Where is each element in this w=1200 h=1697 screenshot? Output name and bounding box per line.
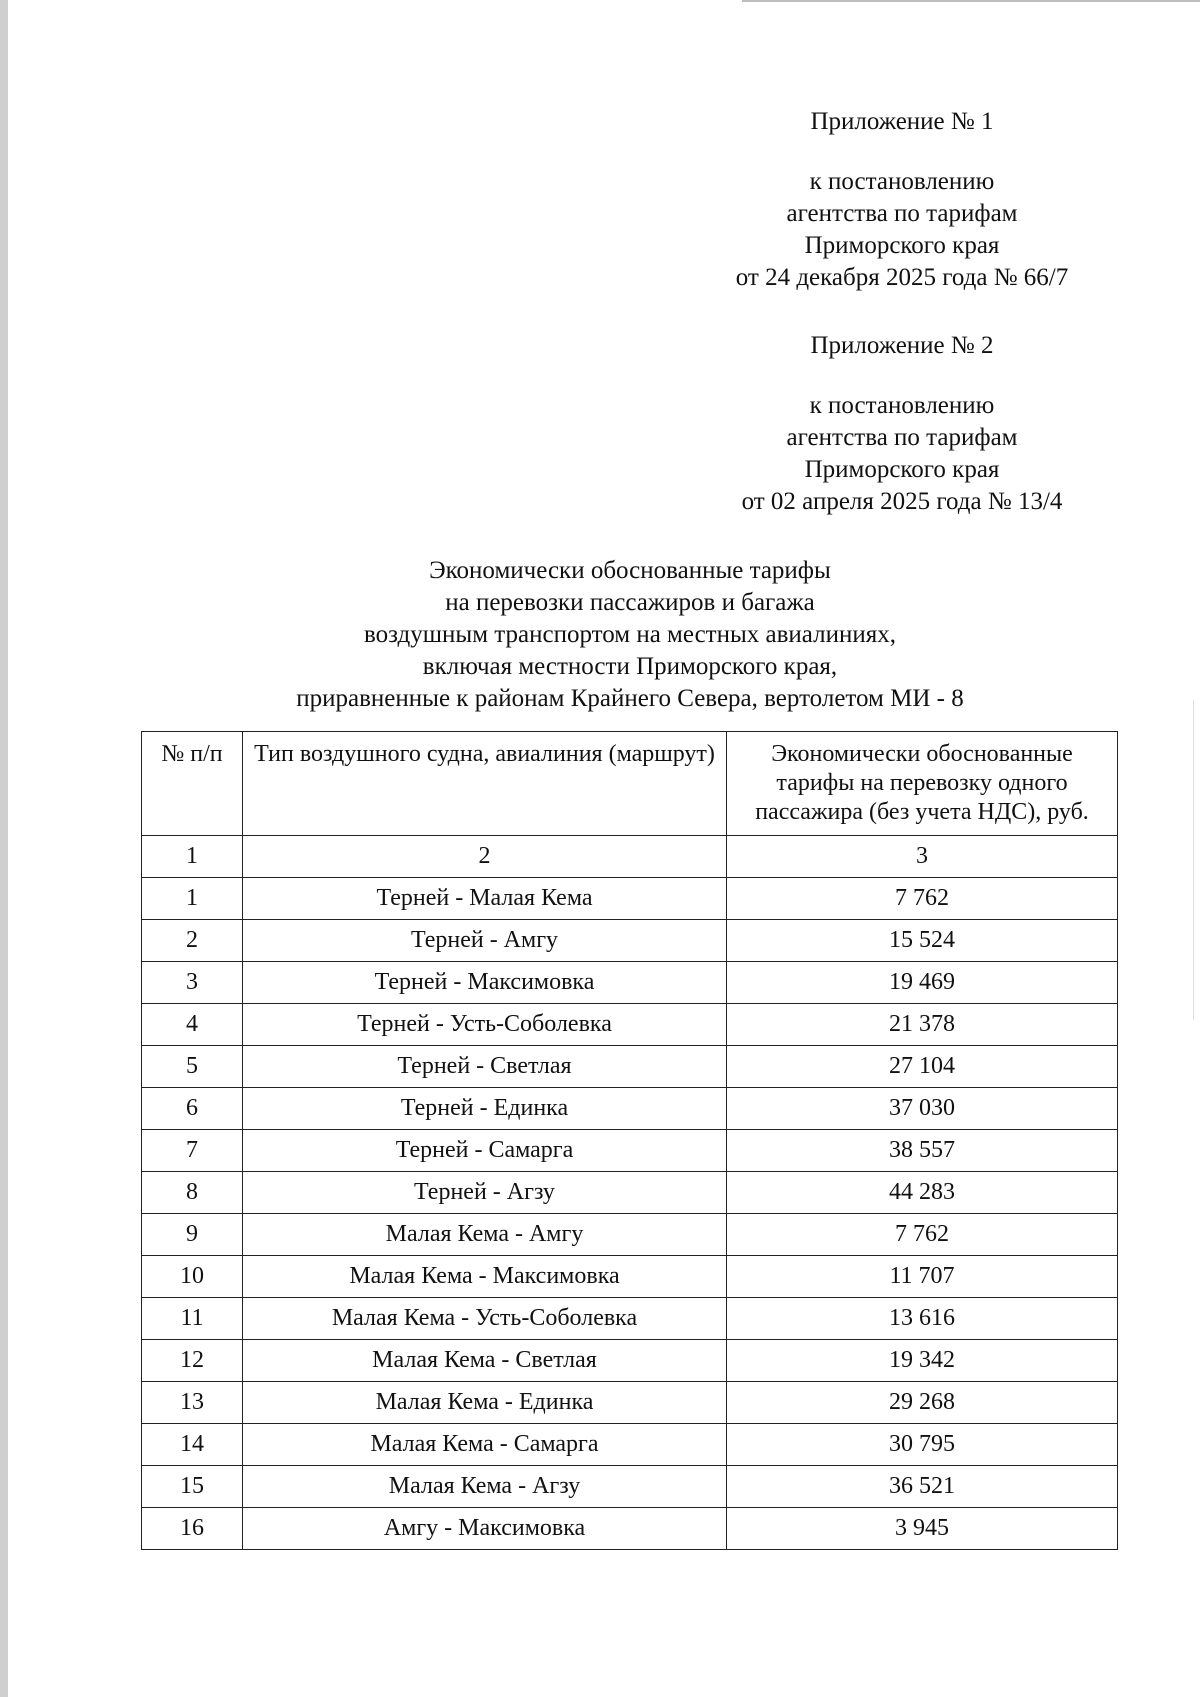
cell-route: Малая Кема - Максимовка [243,1256,727,1298]
appendix-2-block [687,330,1117,518]
header-tariff: Экономически обоснованные тарифы на перевозку одного пассажира (без учета НДС), руб. [727,732,1118,836]
cell-route: Терней - Амгу [243,920,727,962]
table-row [142,1004,1118,1046]
cell-tariff: 7 762 [727,1214,1118,1256]
table-row [142,1172,1118,1214]
cell-number: 2 [142,920,243,962]
table-row [142,1256,1118,1298]
appendix-2-title: Приложение № 2 [810,332,994,359]
cell-tariff: 19 469 [727,962,1118,1004]
document-title-line: Экономически обоснованные тарифы [429,557,831,584]
header-route: Тип воздушного судна, авиалиния (маршрут) [243,732,727,836]
document-title [190,555,1070,715]
cell-route: Терней - Светлая [243,1046,727,1088]
cell-tariff: 38 557 [727,1130,1118,1172]
cell-tariff: 21 378 [727,1004,1118,1046]
cell-tariff: 13 616 [727,1298,1118,1340]
table-row [142,1382,1118,1424]
cell-number: 4 [142,1004,243,1046]
cell-route: Терней - Усть-Соболевка [243,1004,727,1046]
cell-route: Терней - Агзу [243,1172,727,1214]
table-row [142,962,1118,1004]
cell-number: 16 [142,1508,243,1550]
table-row [142,1088,1118,1130]
table-row [142,1130,1118,1172]
table-row [142,1046,1118,1088]
cell-tariff: 7 762 [727,878,1118,920]
table-row [142,920,1118,962]
document-title-line: включая местности Приморского края, [422,653,838,680]
cell-route: Малая Кема - Усть-Соболевка [243,1298,727,1340]
column-number: 1 [142,836,243,878]
cell-route: Амгу - Максимовка [243,1508,727,1550]
appendix-1-line: агентства по тарифам [786,200,1018,227]
appendix-2-line: Приморского края [804,456,1000,483]
table-row [142,1466,1118,1508]
cell-route: Малая Кема - Единка [243,1382,727,1424]
cell-number: 10 [142,1256,243,1298]
cell-number: 12 [142,1340,243,1382]
tariff-table-body [142,878,1118,1550]
table-row [142,1508,1118,1550]
cell-number: 14 [142,1424,243,1466]
appendix-1-line: от 24 декабря 2025 года № 66/7 [735,264,1069,291]
appendix-1-line: к постановлению [809,168,995,195]
cell-route: Терней - Малая Кема [243,878,727,920]
cell-route: Терней - Самарга [243,1130,727,1172]
appendix-2-line: к постановлению [809,392,995,419]
cell-number: 5 [142,1046,243,1088]
document-title-line: приравненные к районам Крайнего Севера, вертолетом МИ - 8 [296,685,964,712]
table-header-row [142,732,1118,836]
appendix-2-line: агентства по тарифам [786,424,1018,451]
scan-edge-right [1193,700,1194,1020]
cell-number: 9 [142,1214,243,1256]
scan-edge-top [742,0,1200,2]
appendix-1-title: Приложение № 1 [810,108,994,135]
cell-tariff: 19 342 [727,1340,1118,1382]
appendix-1-line: Приморского края [804,232,1000,259]
column-number-row [142,836,1118,878]
column-number: 3 [727,836,1118,878]
table-row [142,1340,1118,1382]
appendix-1-block [687,106,1117,294]
cell-number: 8 [142,1172,243,1214]
document-title-line: на перевозки пассажиров и багажа [445,589,815,616]
appendix-2-line: от 02 апреля 2025 года № 13/4 [741,488,1063,515]
tariff-table [141,731,1118,1550]
cell-route: Малая Кема - Светлая [243,1340,727,1382]
cell-tariff: 30 795 [727,1424,1118,1466]
cell-tariff: 29 268 [727,1382,1118,1424]
cell-route: Малая Кема - Амгу [243,1214,727,1256]
cell-route: Малая Кема - Агзу [243,1466,727,1508]
cell-number: 11 [142,1298,243,1340]
table-row [142,878,1118,920]
cell-number: 13 [142,1382,243,1424]
cell-number: 6 [142,1088,243,1130]
table-row [142,1298,1118,1340]
document-title-line: воздушным транспортом на местных авиалиниях, [364,621,896,648]
table-row [142,1214,1118,1256]
cell-route: Терней - Единка [243,1088,727,1130]
header-number: № п/п [142,732,243,836]
cell-tariff: 44 283 [727,1172,1118,1214]
cell-number: 15 [142,1466,243,1508]
cell-number: 1 [142,878,243,920]
column-number: 2 [243,836,727,878]
cell-tariff: 11 707 [727,1256,1118,1298]
cell-number: 3 [142,962,243,1004]
cell-tariff: 3 945 [727,1508,1118,1550]
cell-route: Малая Кема - Самарга [243,1424,727,1466]
cell-number: 7 [142,1130,243,1172]
cell-tariff: 37 030 [727,1088,1118,1130]
cell-tariff: 36 521 [727,1466,1118,1508]
cell-route: Терней - Максимовка [243,962,727,1004]
cell-tariff: 27 104 [727,1046,1118,1088]
table-row [142,1424,1118,1466]
cell-tariff: 15 524 [727,920,1118,962]
scan-edge-left [0,0,8,1697]
